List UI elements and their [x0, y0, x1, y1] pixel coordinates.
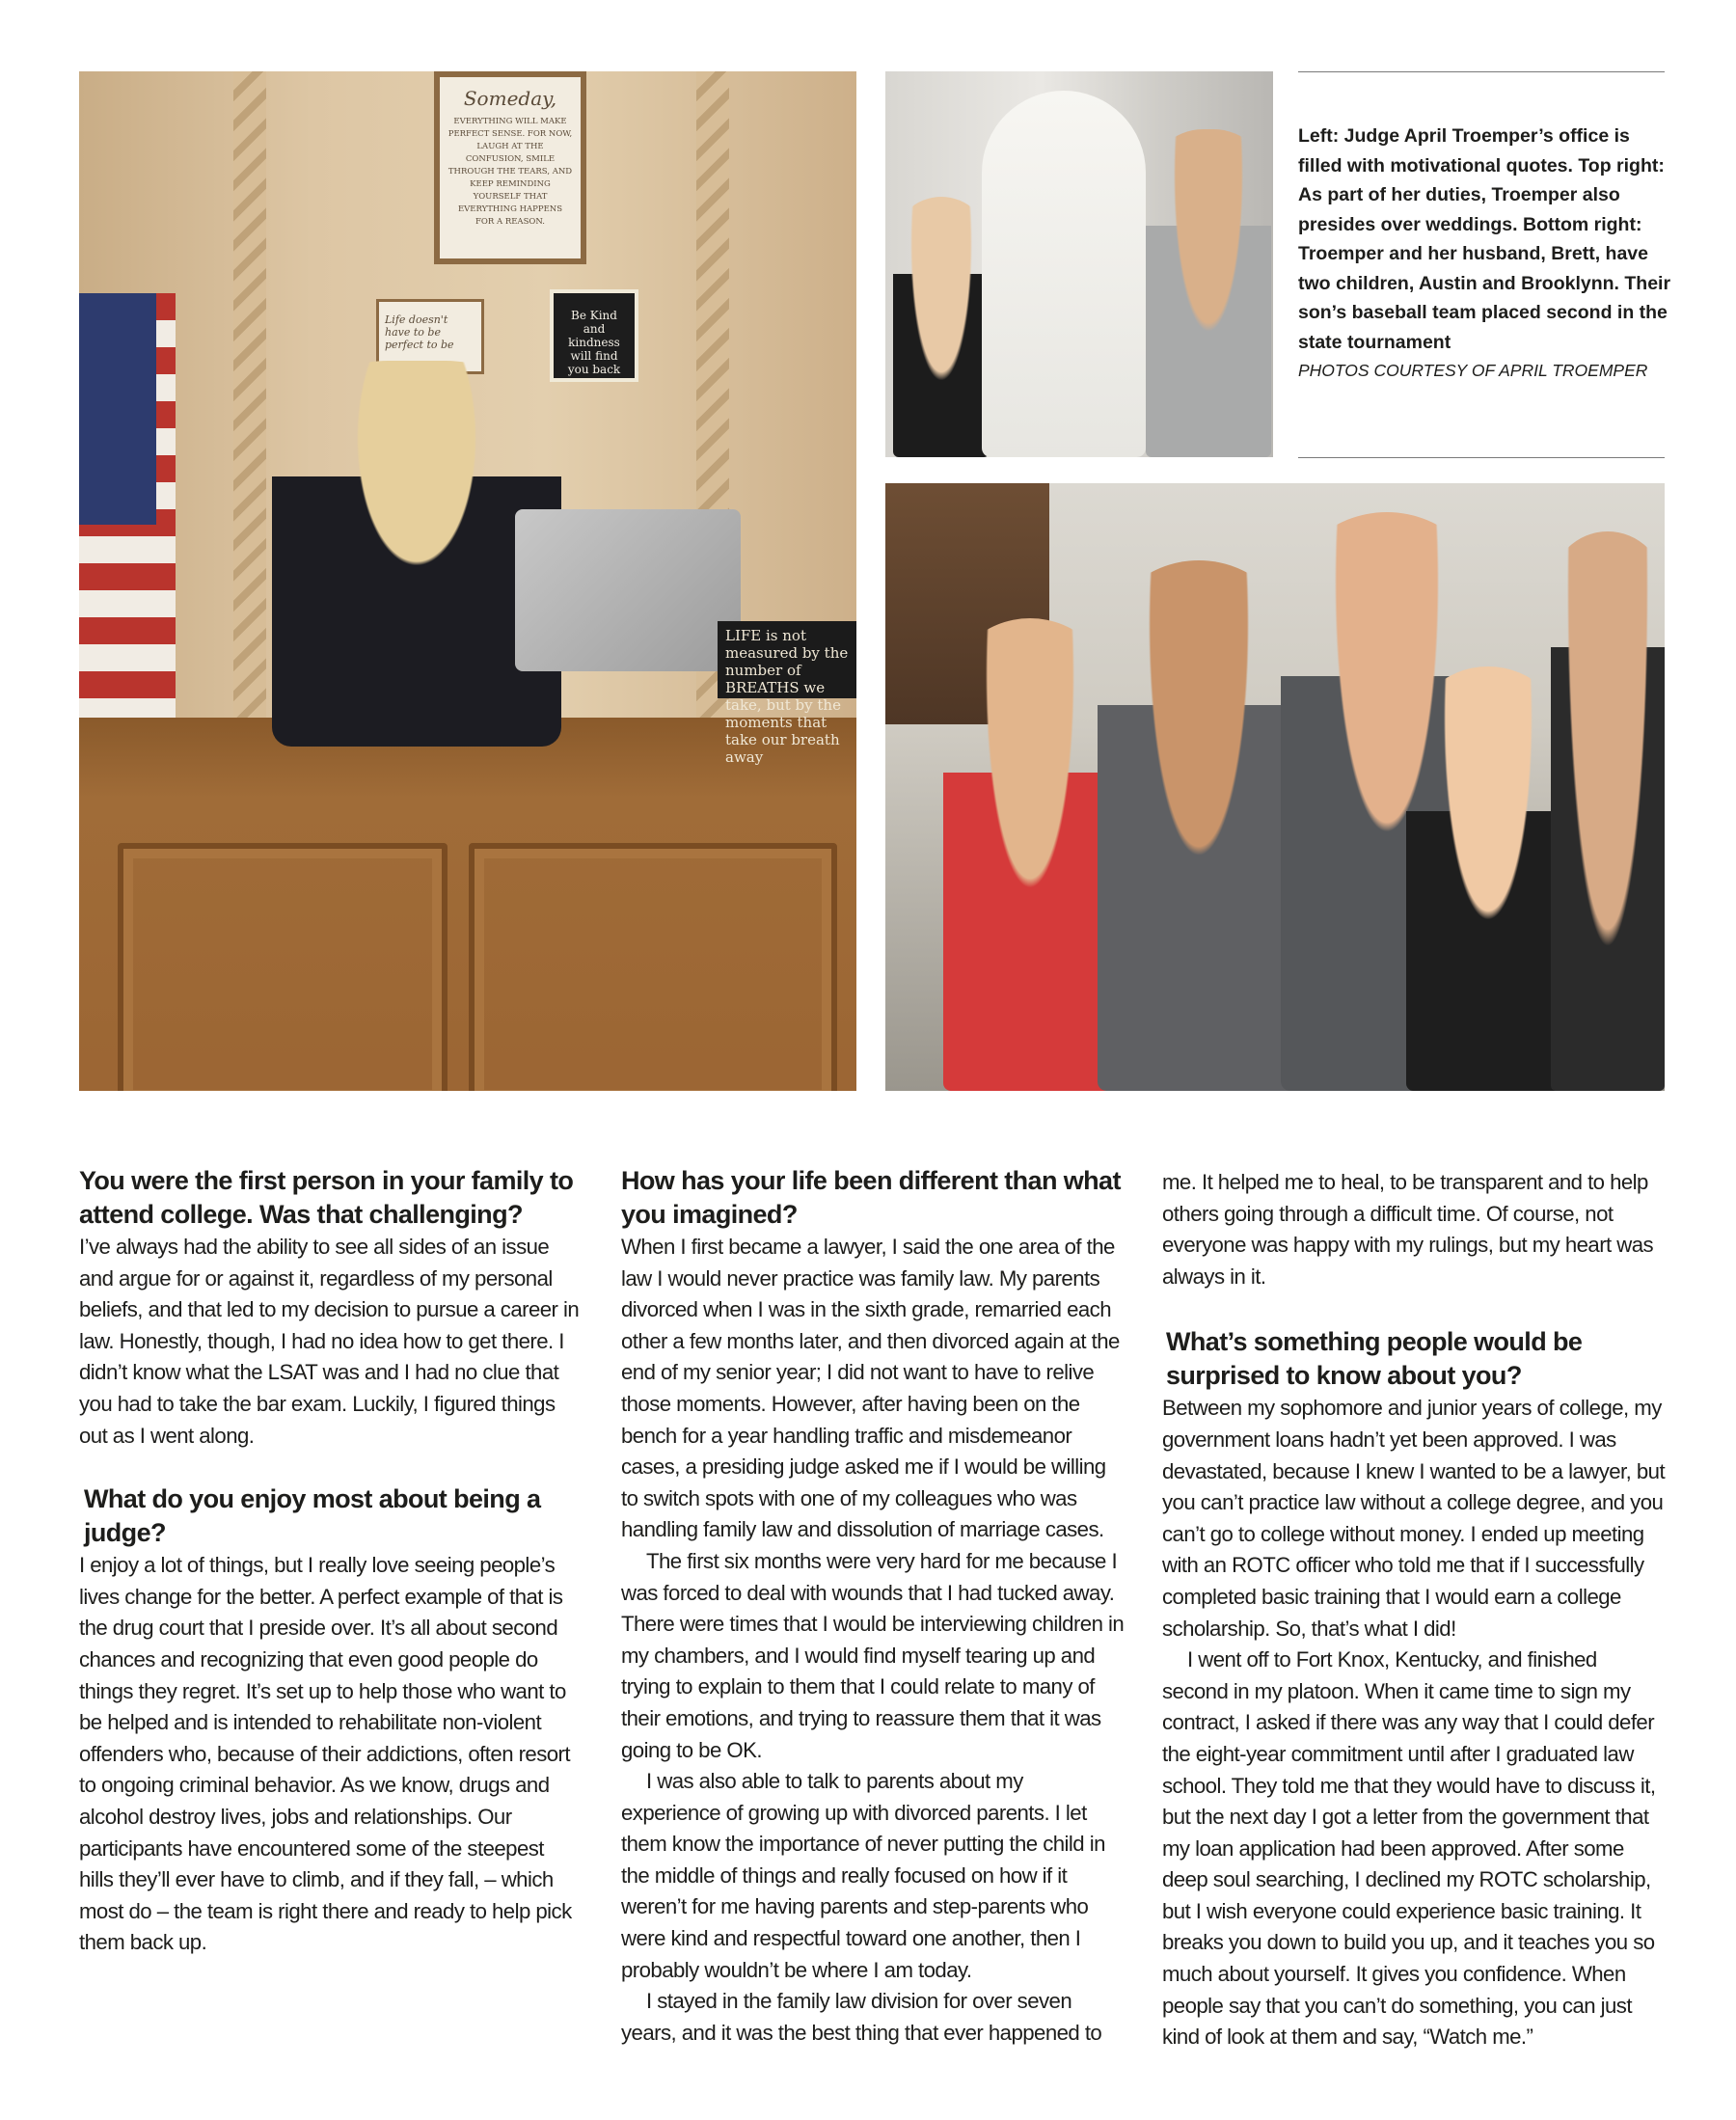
caption-bottom-rule: [1298, 457, 1665, 458]
answer-paragraph: The first six months were very hard for me because I was forced to deal with wounds that I had tucked away. There were times that I would be interviewing children in my chambers, and I would find myself tearing up and trying to explain to them that I could relate to many of their emotions, and trying to reassure them that it was going to be OK.: [621, 1548, 1125, 1762]
life-quote-box: LIFE is not measured by the number of BREATHS we take, but by the moments that take our breath away: [718, 621, 856, 698]
question-heading: What do you enjoy most about being a judge?: [84, 1484, 541, 1548]
family-baseball-photo: [885, 483, 1665, 1091]
judge-office-photo: [79, 71, 856, 1091]
answer-paragraph: I enjoy a lot of things, but I really love seeing people’s lives change for the better. A perfect example of that is the drug court that I preside over. It’s all about second chances and recognizing that even good people do things they regret. It’s set up to help those who want to be helped and is intended to rehabilitate non-violent offenders who, because of their addictions, often resort to ongoing criminal behavior. As we know, drugs and alcohol destroy lives, jobs and relationships. Our participants have encountered some of the steepest hills they’ll ever have to climb, and if they fall, – which most do – the team is right there and ready to help pick them back up.: [79, 1553, 572, 1955]
question-heading: What’s something people would be surprised to know about you?: [1166, 1327, 1583, 1391]
be-kind-sign: Be Kind and kindness will find you back: [550, 289, 638, 382]
desk-panel: [118, 843, 448, 1091]
answer-paragraph: I stayed in the family law division for over seven years, and it was the best thing that ever happened to: [621, 1989, 1102, 2045]
daughter-figure: [1406, 666, 1570, 1091]
bride-figure: [982, 91, 1146, 457]
photo-credit: PHOTOS COURTESY OF APRIL TROEMPER: [1298, 361, 1648, 380]
answer-paragraph: I’ve always had the ability to see all sides of an issue and argue for or against it, regardless of my personal beliefs, and that led to my decision to pursue a career in law. Honestly, though, I had no idea how to get there. I didn’t know what the LSAT was and I had no clue that you had to take the bar exam. Luckily, I figured things out as I went along.: [79, 1235, 580, 1448]
article-column-1: [79, 1164, 581, 1959]
mother-figure: [943, 618, 1117, 1091]
caption-text: Left: Judge April Troemper’s office is filled with motivational quotes. Top right: As part of her duties, Troemper also presides over weddings. Bottom right: Troemper and her husband, Brett, have two children, Austin and Brooklynn. Their son’s baseball team placed second in the state tournament: [1298, 125, 1671, 353]
answer-paragraph: me. It helped me to heal, to be transparent and to help others going through a difficult time. Of course, not everyone was happy with my rulings, but my heart was always in it.: [1162, 1170, 1654, 1289]
wall-column: [233, 71, 266, 747]
bystander-figure: [1551, 531, 1665, 1091]
american-flag-icon: [79, 293, 176, 718]
answer-paragraph: I was also able to talk to parents about my experience of growing up with divorced parents. I let them know the importance of never putting the child in the middle of things and really focused on how if it weren’t for me having parents and step-parents who were kind and respectful toward one another, then I probably wouldn’t be where I am today.: [621, 1769, 1105, 1982]
question-heading: You were the first person in your family to attend college. Was that challenging?: [79, 1166, 574, 1229]
wedding-photo: [885, 71, 1273, 457]
father-figure: [1098, 560, 1300, 1091]
answer-paragraph: When I first became a lawyer, I said the one area of the law I would never practice was family law. My parents divorced when I was in the sixth grade, remarried each other a few months later, and then divorced again at the end of my senior year; I did not want to have to relive those moments. However, after having been on the bench for a year handling traffic and misdemeanor cases, a presiding judge asked me if I would be willing to switch spots with one of my colleagues who was handling family law and dissolution of marriage cases.: [621, 1235, 1120, 1542]
answer-paragraph: Between my sophomore and junior years of college, my government loans hadn’t yet been approved. I was devastated, because I knew I wanted to be a lawyer, but you can’t practice law without a college degree, and you can’t go to college without money. I ended up meeting with an ROTC officer who told me that if I successfully completed basic training that I would earn a college scholarship. So, that’s what I did!: [1162, 1396, 1666, 1641]
article-column-2: [621, 1164, 1125, 2049]
officiant-figure: [893, 197, 990, 457]
article-column-3: [1162, 1167, 1668, 2053]
life-perfect-sign: Life doesn't have to be perfect to be: [376, 299, 484, 374]
caption-top-rule: [1298, 71, 1665, 72]
someday-sign: Someday, EVERYTHING WILL MAKE PERFECT SENSE. FOR NOW, LAUGH AT THE CONFUSION, SMILE THROUGH THE TEARS, AND KEEP REMINDING YOURSELF THAT EVERYTHING HAPPENS FOR A REASON.: [434, 71, 586, 264]
question-heading: How has your life been different than what you imagined?: [621, 1166, 1121, 1229]
laptop-icon: [515, 509, 741, 671]
answer-paragraph: I went off to Fort Knox, Kentucky, and finished second in my platoon. When it came time to sign my contract, I asked if there was any way that I could defer the eight-year commitment until after I graduated law school. They told me that they would have to discuss it, but the next day I got a letter from the government that my loan application had been approved. After some deep soul searching, I declined my ROTC scholarship, but I wish everyone could experience basic training. It breaks you down to build you up, and it teaches you so much about yourself. It gives you confidence. When people say that you can’t do something, you can just kind of look at them and say, “Watch me.”: [1162, 1647, 1656, 2050]
photo-caption: [1298, 122, 1676, 384]
desk-panel: [469, 843, 837, 1091]
groom-figure: [1146, 129, 1271, 457]
